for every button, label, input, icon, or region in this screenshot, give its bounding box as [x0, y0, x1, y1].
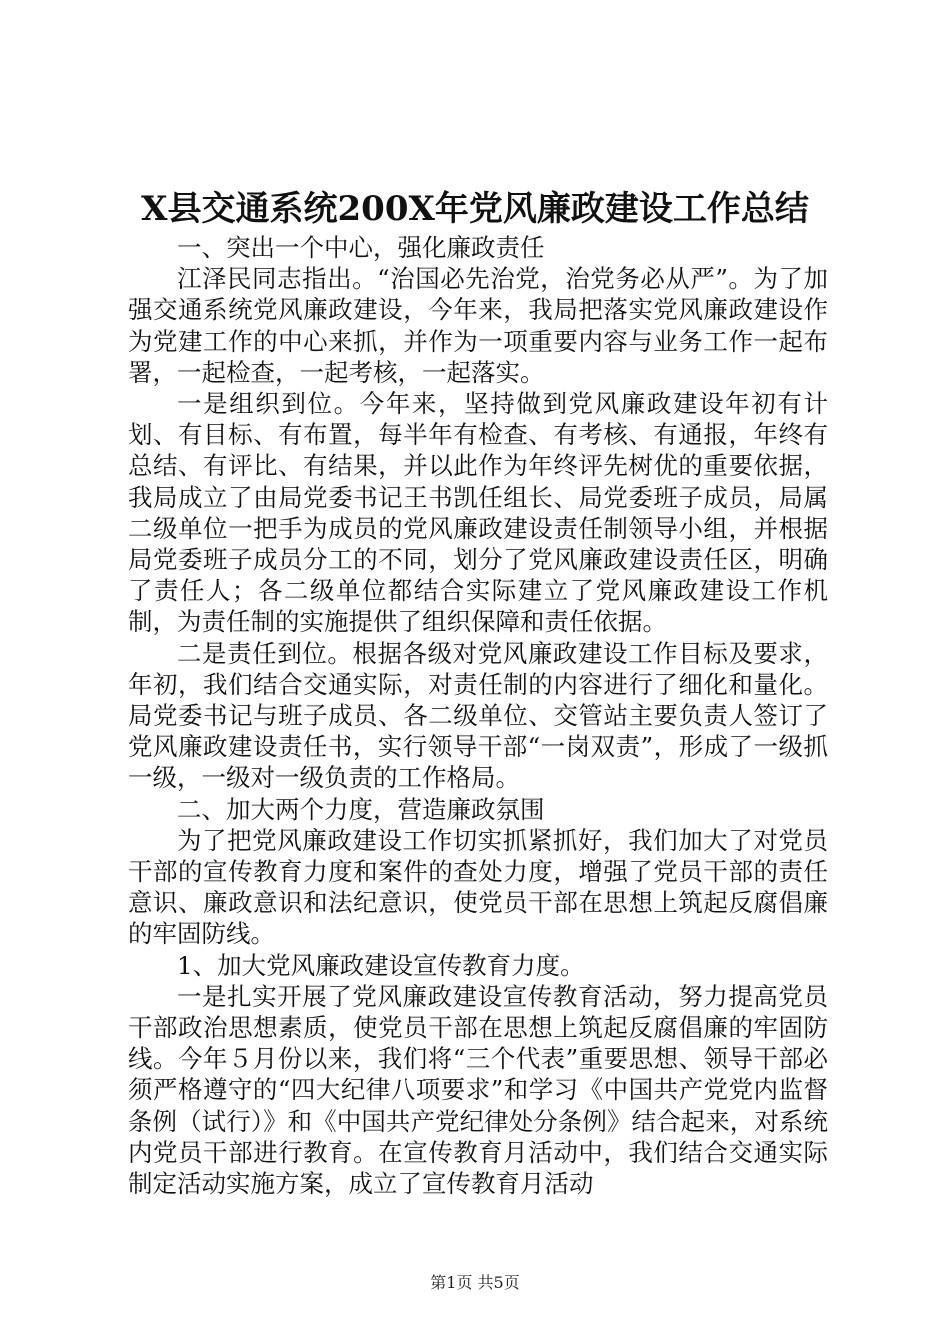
subsection-heading: 1、加大党风廉政建设宣传教育力度。: [177, 950, 585, 980]
paragraph: 一是扎实开展了党风廉政建设宣传教育活动，努力提高党员干部政治思想素质，使党员干部在思想上筑起反腐倡廉的牢固防线。今年５月份以来，我们将“三个代表”重要思想、领导干部必须严格遵守的“四大纪律八项要求”和学习《中国共产党党内监督条例（试行）》和《中国共产党纪律处分条例》结合起来，对系统内党员干部进行教育。在宣传教育月活动中，我们结合交通实际制定活动实施方案，成立了宣传教育月活动: [128, 981, 828, 1199]
section-heading: 一、突出一个中心，强化廉政责任: [177, 233, 545, 262]
paragraph: 为了把党风廉政建设工作切实抓紧抓好，我们加大了对党员干部的宣传教育力度和案件的查处力度，增强了党员干部的责任意识、廉政意识和法纪意识，使党员干部在思想上筑起反腐倡廉的牢固防线。: [128, 825, 828, 949]
document-title: X县交通系统200X年党风廉政建设工作总结: [141, 189, 809, 229]
paragraph: 一是组织到位。今年来，坚持做到党风廉政建设年初有计划、有目标、有布置，每半年有检查、有考核、有通报，年终有总结、有评比、有结果，并以此作为年终评先树优的重要依据，我局成立了由局党委书记王书凯任组长、局党委班子成员，局属二级单位一把手为成员的党风廉政建设责任制领导小组，并根据局党委班子成员分工的不同，划分了党风廉政建设责任区，明确了责任人；各二级单位都结合实际建立了党风廉政建设工作机制，为责任制的实施提供了组织保障和责任依据。: [128, 389, 828, 637]
page-number-footer: 第1页 共5页: [430, 1273, 520, 1292]
paragraph: 江泽民同志指出。“治国必先治党，治党务必从严”。为了加强交通系统党风廉政建设，今年来，我局把落实党风廉政建设作为党建工作的中心来抓，并作为一项重要内容与业务工作一起布署，一起检查，一起考核，一起落实。: [128, 264, 828, 387]
section-heading: 二、加大两个力度，营造廉政氛围: [177, 794, 545, 824]
document-body: [128, 232, 828, 1199]
paragraph: 二是责任到位。根据各级对党风廉政建设工作目标及要求，年初，我们结合交通实际，对责任制的内容进行了细化和量化。局党委书记与班子成员、各二级单位、交管站主要负责人签订了党风廉政建设责任书，实行领导干部“一岗双责”，形成了一级抓一级，一级对一级负责的工作格局。: [128, 638, 828, 793]
